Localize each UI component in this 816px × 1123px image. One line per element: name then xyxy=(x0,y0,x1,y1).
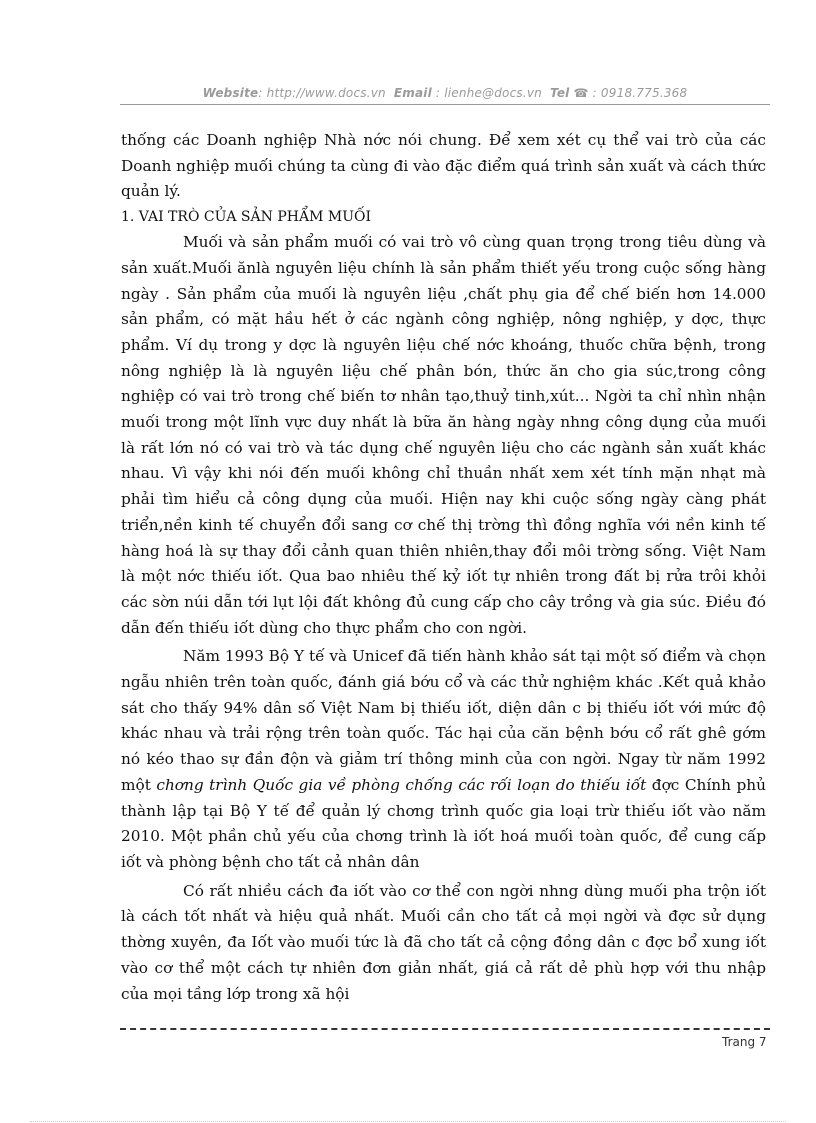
paragraph-survey xyxy=(121,644,766,875)
email-address: : lienhe@docs.vn xyxy=(431,86,542,100)
website-label: Website xyxy=(202,86,259,100)
paragraph-intro: thống các Doanh nghiệp Nhà nớc nói chung. Để xem xét cụ thể vai trò của các Doanh nghiệp muối chúng ta cùng đi vào đặc điểm quá trình sản xuất và cách thức quản lý. xyxy=(121,131,766,201)
header-divider xyxy=(120,104,770,105)
paragraph-iodine-method: Có rất nhiều cách đa iốt vào cơ thể con ngời nhng dùng muối pha trộn iốt là cách tốt nhất và hiệu quả nhất. Muối cần cho tất cả mọi ngời và đợc sử dụng thờng xuyên, đa Iốt vào muối tức là đã cho tất cả cộng đồng dân c đợc bổ xung iốt vào cơ thể một cách tự nhiên đơn giản nhất, giá cả rất dẻ phù hợp với thu nhập của mọi tầng lớp trong xã hội xyxy=(121,881,766,1003)
phone-number: ☎ : 0918.775.368 xyxy=(573,86,688,100)
page-number: Trang 7 xyxy=(722,1035,767,1049)
document-body xyxy=(121,128,766,1007)
paragraph-survey-text-b: đợc Chính phủ thành lập tại Bộ Y tế để quản lý chơng trình quốc gia loại trừ thiếu iốt vào năm 2010. Một phần chủ yếu của chơng trình là iốt hoá muối toàn quốc, để cung cấp iốt và phòng bệnh cho tất cả nhân dân xyxy=(121,775,767,871)
website-url: : http://www.docs.vn xyxy=(258,86,386,100)
paragraph-survey-text-a: Năm 1993 Bộ Y tế và Unicef đã tiến hành khảo sát tại một số điểm và chọn ngẫu nhiên trên toàn quốc, đánh giá bớu cổ và các thử nghiệm khác .Kết quả khảo sát cho thấy 94% dân số Việt Nam bị thiếu iốt, diện dân c bị thiếu iốt với mức độ khác nhau và trải rộng trên toàn quốc. Tác hại của căn bệnh bớu cổ rất ghê gớm nó kéo thao sự đần độn và giảm trí thông minh của con ngời. Ngay từ năm 1992 một xyxy=(121,647,766,794)
page-bottom-border xyxy=(30,1121,786,1122)
program-name-italic: chơng trình Quốc gia về phòng chống các rối loạn do thiếu iốt xyxy=(156,775,647,794)
email-label: Email xyxy=(393,86,432,100)
footer-divider xyxy=(120,1028,770,1030)
paragraph-salt-role: Muối và sản phẩm muối có vai trò vô cùng quan trọng trong tiêu dùng và sản xuất.Muối ănlà nguyên liệu chính là sản phẩm thiết yếu trong cuộc sống hàng ngày . Sản phẩm của muối là nguyên liệu ,chất phụ gia để chế biến hơn 14.000 sản phẩm, có mặt hầu hết ở các ngành công nghiệp, nông nghiệp, y dợc, thực phẩm. Ví dụ trong y dợc là nguyên liệu chế nớc khoáng, thuốc chữa bệnh, trong nông nghiệp là là nguyên liệu chế phân bón, thức ăn cho gia súc,trong công nghiệp có vai trò trong chế biến tơ nhân tạo,thuỷ tinh,xút... Ngời ta chỉ nhìn nhận muối trong một lĩnh vực duy nhất là bữa ăn hàng ngày nhng công dụng của muối là rất lớn nó có vai trò và tác dụng chế nguyên liệu cho các ngành sản xuất khác nhau. Vì vậy khi nói đến muối không chỉ thuần nhất xem xét tính mặn nhạt mà phải tìm hiểu cả công dụng của muối. Hiện nay khi cuộc sống ngày càng phát triển,nền kinh tế chuyển đổi sang cơ chế thị trờng thì đồng nghĩa với nền kinh tế hàng hoá là sự thay đổi cảnh quan thiên nhiên,thay đổi môi trờng sống. Việt Nam là một nớc thiếu iốt. Qua bao nhiêu thế kỷ iốt tự nhiên trong đất bị rửa trôi khỏi các sờn núi dẫn tới lụt lội đất không đủ cung cấp cho cây trồng và gia súc. Điều đó dẫn đến thiếu iốt dùng cho thực phẩm cho con ngời. xyxy=(121,233,766,637)
section-heading: 1. VAI TRÒ CỦA SẢN PHẨM MUỐI xyxy=(121,209,372,226)
page-header xyxy=(120,86,770,100)
tel-label: Tel xyxy=(550,86,570,100)
